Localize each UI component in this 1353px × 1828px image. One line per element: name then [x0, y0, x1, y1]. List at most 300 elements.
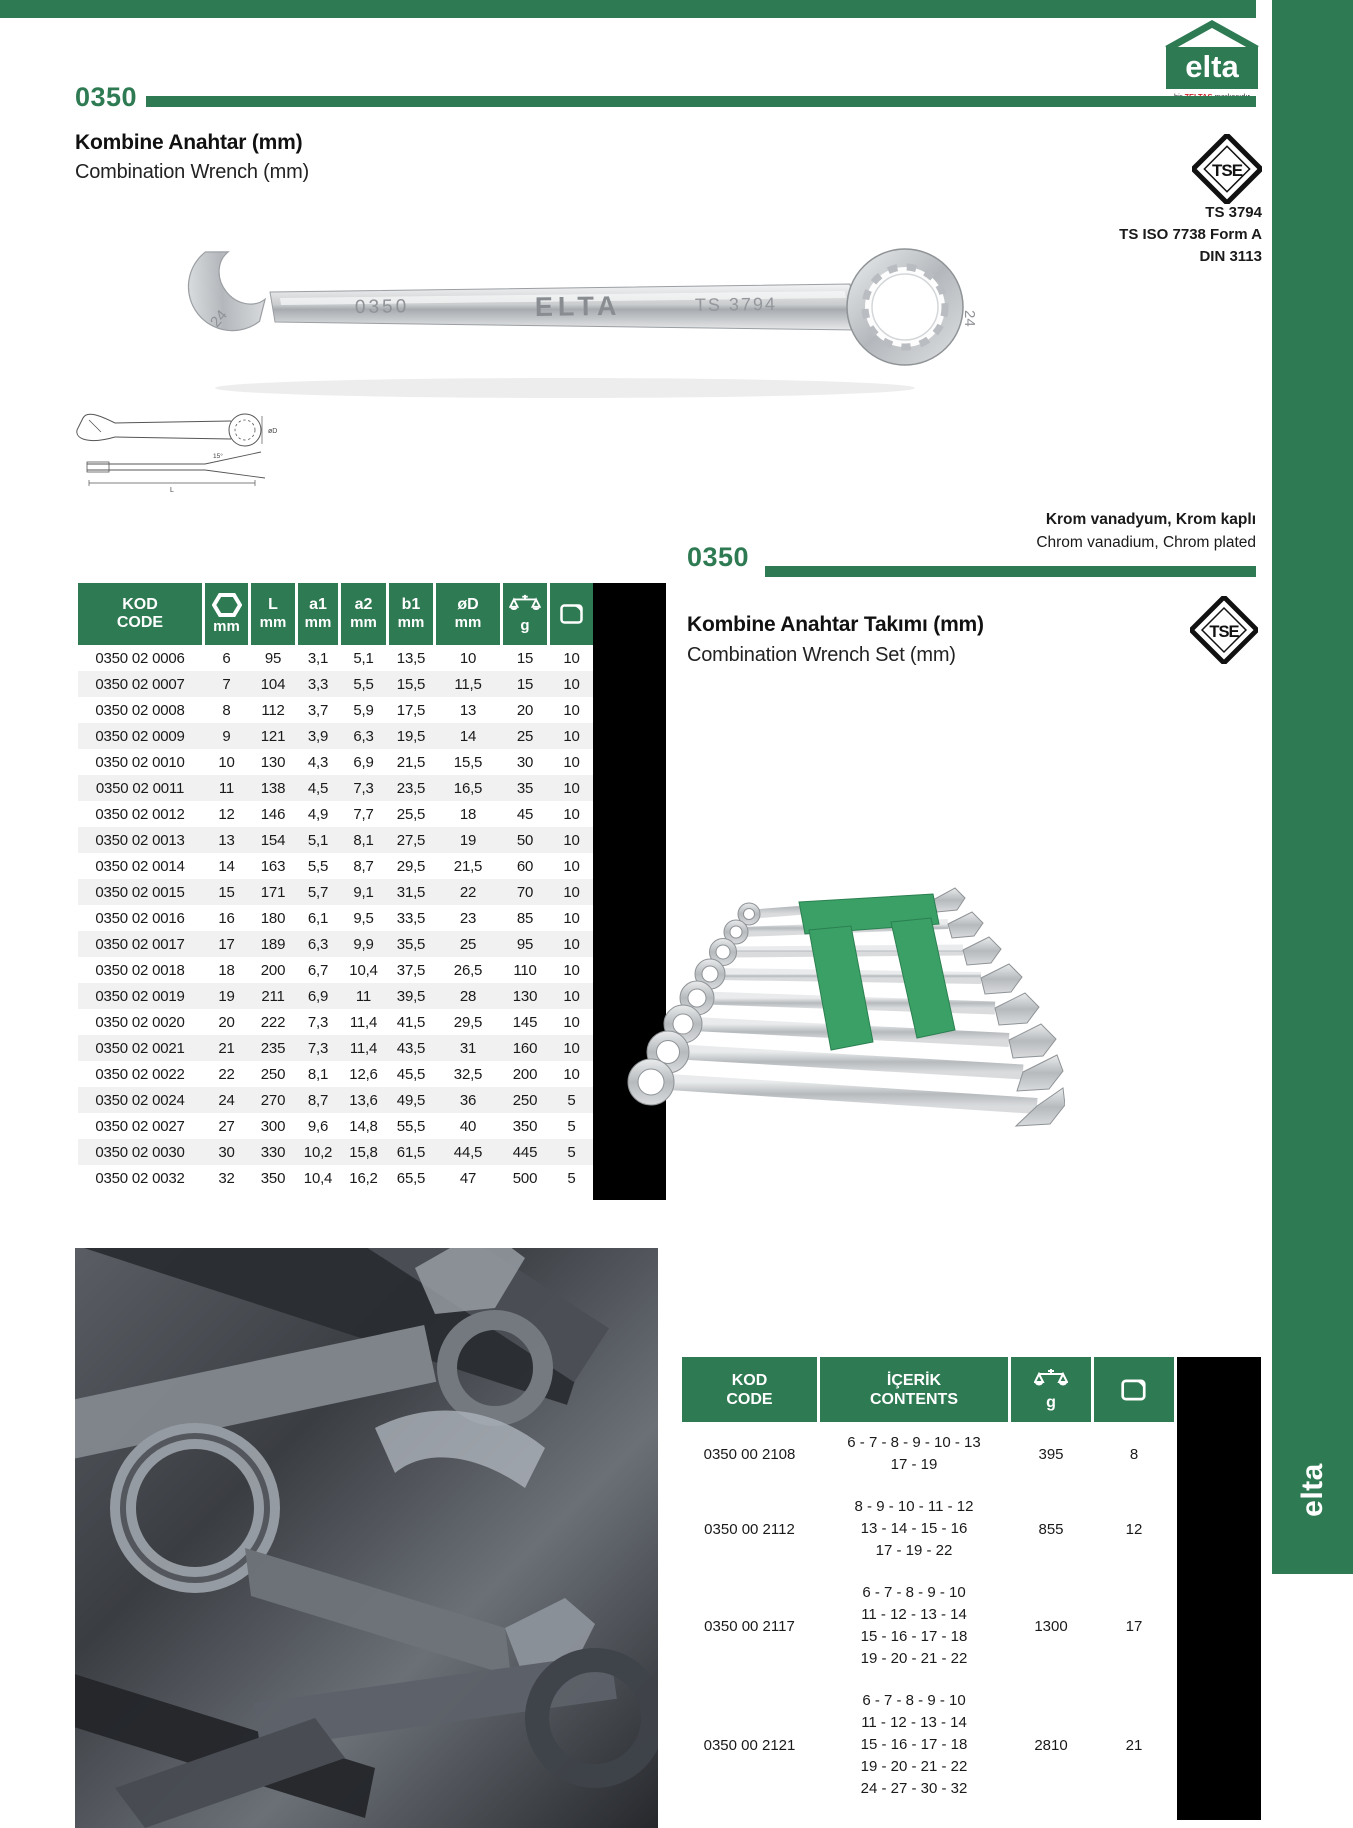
table-cell: 16: [218, 909, 235, 927]
table-cell: 20: [516, 701, 534, 719]
table-cell: 18: [459, 805, 477, 823]
table-cell: 270: [260, 1091, 286, 1109]
table-cell: 250: [260, 1065, 286, 1083]
table-cell: 37,5: [396, 961, 426, 979]
section1-title-en: Combination Wrench (mm): [75, 161, 309, 183]
set-weight-cell: 1300: [1034, 1617, 1068, 1635]
table-cell: 5: [567, 1091, 576, 1109]
contents-line: 19 - 20 - 21 - 22: [860, 1758, 968, 1775]
set-contents-cell: [820, 1432, 1008, 1476]
contents-line: 11 - 12 - 13 - 14: [861, 1714, 967, 1731]
table-cell: 10,2: [303, 1143, 333, 1161]
table-cell: 9,5: [353, 909, 374, 927]
table-cell: 104: [260, 675, 286, 693]
table-cell: 33,5: [396, 909, 426, 927]
set-contents-cell: [820, 1496, 1008, 1562]
table-cell: 10: [563, 909, 580, 927]
table-cell: 15,5: [396, 675, 426, 693]
set-table: [682, 1357, 1174, 1810]
table-cell: 10: [563, 935, 580, 953]
table-cell: 44,5: [453, 1143, 483, 1161]
table-cell: 22: [218, 1065, 235, 1083]
table-cell: 112: [261, 701, 285, 719]
table-cell: 3,3: [307, 675, 329, 693]
table-cell: 222: [260, 1013, 286, 1031]
table-cell: 300: [260, 1117, 286, 1135]
table-cell: 5,1: [353, 649, 374, 667]
table-cell: 0350 02 0032: [95, 1169, 185, 1187]
header-weight: g: [503, 583, 547, 645]
table-cell: 250: [512, 1091, 538, 1109]
table-cell: 146: [260, 805, 286, 823]
table-cell: 95: [264, 649, 282, 667]
table-cell: 160: [512, 1039, 538, 1057]
table-cell: 0350 02 0014: [95, 857, 185, 875]
table-cell: 9,1: [353, 883, 374, 901]
table-row: [78, 1139, 593, 1165]
table-row: [78, 905, 593, 931]
table-cell: 0350 02 0008: [95, 701, 185, 719]
table-cell: 21,5: [453, 857, 483, 875]
table-cell: 30: [516, 753, 534, 771]
table-row: [78, 671, 593, 697]
table-cell: 50: [516, 831, 534, 849]
contents-line: 6 - 7 - 8 - 9 - 10 - 13: [847, 1434, 981, 1451]
scale-icon: [509, 593, 541, 617]
table-cell: 0350 02 0016: [95, 909, 185, 927]
redaction-block-2: [1177, 1357, 1261, 1820]
table-cell: 0350 02 0019: [95, 987, 185, 1005]
header-kod: KOD: [122, 596, 158, 613]
tse-mark-icon: [1192, 134, 1262, 204]
set-table-header: [682, 1357, 1174, 1422]
svg-text:24: 24: [961, 310, 978, 327]
right-accent-bar: [1272, 0, 1353, 1574]
set-qty-cell: 21: [1125, 1736, 1143, 1754]
set-code-cell: 0350 00 2117: [704, 1617, 795, 1635]
header-length: L mm: [251, 583, 295, 645]
set-code-cell: 0350 00 2121: [703, 1736, 796, 1754]
svg-text:15°: 15°: [213, 453, 223, 460]
table-cell: 9,9: [353, 935, 374, 953]
table-cell: 60: [516, 857, 534, 875]
table-cell: 5: [567, 1117, 576, 1135]
contents-line: 19 - 20 - 21 - 22: [860, 1650, 968, 1667]
table-cell: 35,5: [396, 935, 426, 953]
svg-text:TSE: TSE: [1211, 161, 1243, 180]
set-contents-cell: [820, 1690, 1008, 1800]
table-row: [78, 827, 593, 853]
table-cell: 10: [563, 779, 580, 797]
table-cell: 85: [516, 909, 534, 927]
table-cell: 11,4: [349, 1039, 378, 1057]
table-cell: 0350 02 0011: [95, 779, 185, 797]
table-cell: 8: [222, 701, 231, 719]
table-cell: 0350 02 0015: [95, 883, 185, 901]
table-cell: 19: [459, 831, 477, 849]
table-cell: 10: [563, 753, 580, 771]
table-cell: 10,4: [303, 1169, 333, 1187]
table-cell: 130: [260, 753, 286, 771]
table-row: [78, 801, 593, 827]
table-cell: 7,7: [353, 805, 374, 823]
table-cell: 189: [260, 935, 286, 953]
header-hex-size: mm: [205, 583, 248, 645]
table-cell: 55,5: [396, 1117, 426, 1135]
table-cell: 10: [563, 649, 580, 667]
table-cell: 10: [563, 1039, 580, 1057]
table-cell: 17: [218, 935, 235, 953]
svg-text:24: 24: [207, 306, 231, 331]
header-package: [1094, 1357, 1174, 1422]
standard-line: DIN 3113: [1199, 248, 1262, 265]
svg-text:TS 3794: TS 3794: [694, 293, 778, 315]
table-cell: 12,6: [349, 1065, 378, 1083]
table-cell: 16,5: [453, 779, 483, 797]
header-kod-code: KOD CODE: [682, 1357, 817, 1422]
table-cell: 3,1: [307, 649, 329, 667]
table-cell: 23: [459, 909, 477, 927]
tse-mark-icon: [1190, 596, 1258, 664]
sidebar-brand: [1272, 1420, 1353, 1560]
table-row: [78, 749, 593, 775]
spec-table-body: [78, 645, 593, 1191]
table-cell: 70: [516, 883, 534, 901]
table-cell: 13: [218, 831, 235, 849]
table-cell: 7,3: [307, 1013, 329, 1031]
sidebar-brand-text: elta: [1295, 1463, 1329, 1517]
table-cell: 330: [260, 1143, 286, 1161]
table-cell: 15: [516, 675, 534, 693]
header-code: CODE: [116, 614, 164, 631]
table-cell: 10: [563, 727, 580, 745]
table-cell: 14,8: [349, 1117, 378, 1135]
table-cell: 10: [563, 1065, 580, 1083]
header-a1: a1 mm: [298, 583, 338, 645]
table-row: [78, 723, 593, 749]
table-cell: 27,5: [396, 831, 426, 849]
table-cell: 10: [218, 753, 235, 771]
contents-line: 17 - 19: [890, 1456, 938, 1473]
table-cell: 5,7: [307, 883, 329, 901]
table-cell: 211: [261, 987, 285, 1005]
table-cell: 10: [563, 805, 580, 823]
table-cell: 6,9: [353, 753, 374, 771]
table-cell: 10: [563, 675, 580, 693]
table-cell: 0350 02 0017: [95, 935, 185, 953]
table-row: [78, 931, 593, 957]
table-cell: 47: [459, 1169, 477, 1187]
table-row: [78, 983, 593, 1009]
table-cell: 5: [567, 1169, 576, 1187]
set-qty-cell: 12: [1125, 1520, 1143, 1538]
table-cell: 25: [459, 935, 477, 953]
table-cell: 163: [260, 857, 286, 875]
table-cell: 15,8: [349, 1143, 378, 1161]
header-b1: b1 mm: [389, 583, 433, 645]
table-cell: 4,9: [307, 805, 329, 823]
table-row: [78, 957, 593, 983]
table-cell: 21,5: [396, 753, 426, 771]
table-cell: 154: [260, 831, 286, 849]
package-box-icon: [559, 602, 585, 626]
table-cell: 10: [563, 701, 580, 719]
table-cell: 45,5: [396, 1065, 426, 1083]
set-qty-cell: 17: [1125, 1617, 1143, 1635]
contents-line: 17 - 19 - 22: [875, 1542, 953, 1559]
table-cell: 0350 02 0007: [95, 675, 185, 693]
table-cell: 95: [516, 935, 534, 953]
table-cell: 13: [459, 701, 477, 719]
table-cell: 36: [459, 1091, 477, 1109]
table-cell: 9,6: [307, 1117, 329, 1135]
table-cell: 35: [516, 779, 534, 797]
table-cell: 4,5: [307, 779, 329, 797]
table-cell: 0350 02 0027: [95, 1117, 185, 1135]
table-cell: 6,7: [307, 961, 329, 979]
table-cell: 0350 02 0006: [95, 649, 185, 667]
table-cell: 10: [563, 883, 580, 901]
table-cell: 32,5: [453, 1065, 483, 1083]
table-cell: 500: [512, 1169, 538, 1187]
set-qty-cell: 8: [1129, 1445, 1139, 1463]
table-cell: 16,2: [349, 1169, 378, 1187]
table-cell: 7: [222, 675, 231, 693]
table-row: [78, 1061, 593, 1087]
table-cell: 445: [512, 1143, 538, 1161]
table-cell: 10: [563, 1013, 580, 1031]
table-cell: 25,5: [396, 805, 426, 823]
photo-wrench-pile: [75, 1248, 658, 1828]
standard-line: TS ISO 7738 Form A: [1119, 226, 1262, 243]
logo-text: elta: [1185, 49, 1239, 84]
set-code-cell: 0350 00 2112: [704, 1520, 795, 1538]
table-cell: 29,5: [396, 857, 426, 875]
contents-line: 24 - 27 - 30 - 32: [860, 1780, 968, 1797]
table-cell: 11: [218, 779, 235, 797]
table-row: [682, 1486, 1174, 1572]
spec-table: [78, 583, 593, 1191]
table-row: [78, 1035, 593, 1061]
table-cell: 28: [459, 987, 477, 1005]
table-row: [78, 879, 593, 905]
table-cell: 0350 02 0010: [95, 753, 185, 771]
header-a2: a2 mm: [341, 583, 386, 645]
table-cell: 10: [563, 857, 580, 875]
table-cell: 13,5: [396, 649, 426, 667]
table-cell: 11,5: [454, 675, 482, 693]
table-cell: 180: [260, 909, 286, 927]
table-cell: 5,9: [353, 701, 374, 719]
set-weight-cell: 2810: [1034, 1736, 1068, 1754]
table-cell: 350: [512, 1117, 538, 1135]
table-cell: 0350 02 0021: [95, 1039, 185, 1057]
table-cell: 6,3: [353, 727, 374, 745]
package-box-icon: [1120, 1377, 1148, 1403]
table-cell: 200: [260, 961, 286, 979]
table-row: [78, 645, 593, 671]
table-cell: 21: [218, 1039, 235, 1057]
table-cell: 10: [563, 831, 580, 849]
table-cell: 10: [563, 987, 580, 1005]
table-cell: 15: [218, 883, 235, 901]
svg-text:TSE: TSE: [1209, 622, 1239, 641]
table-cell: 350: [260, 1169, 286, 1187]
table-cell: 130: [512, 987, 538, 1005]
table-cell: 30: [218, 1143, 235, 1161]
section1-rule: [146, 96, 1256, 107]
table-cell: 7,3: [353, 779, 374, 797]
table-cell: 19,5: [396, 727, 426, 745]
material-note: [886, 508, 1256, 554]
section1-code: 0350: [75, 82, 138, 112]
table-cell: 171: [260, 883, 286, 901]
table-cell: 145: [512, 1013, 538, 1031]
section2-title-tr: Kombine Anahtar Takımı (mm): [687, 613, 984, 636]
set-code-cell: 0350 00 2108: [703, 1445, 796, 1463]
table-cell: 45: [516, 805, 534, 823]
table-cell: 6,9: [307, 987, 329, 1005]
table-cell: 110: [513, 961, 537, 979]
table-cell: 32: [218, 1169, 235, 1187]
section2-rule: [765, 566, 1256, 577]
header-od: øD mm: [436, 583, 500, 645]
table-cell: 0350 02 0013: [95, 831, 185, 849]
material-tr: Krom vanadyum, Krom kaplı: [1045, 511, 1256, 528]
table-cell: 235: [260, 1039, 286, 1057]
contents-line: 6 - 7 - 8 - 9 - 10: [862, 1692, 966, 1709]
table-cell: 0350 02 0020: [95, 1013, 185, 1031]
table-cell: 17,5: [396, 701, 426, 719]
table-cell: 0350 02 0009: [95, 727, 185, 745]
hex-nut-icon: [212, 592, 242, 618]
spec-table-header: [78, 583, 593, 645]
table-cell: 6,3: [307, 935, 329, 953]
svg-text:øD: øD: [268, 428, 278, 435]
table-cell: 10: [563, 961, 580, 979]
table-row: [78, 853, 593, 879]
set-weight-cell: 855: [1038, 1520, 1064, 1538]
table-cell: 121: [260, 727, 286, 745]
table-cell: 5,5: [307, 857, 329, 875]
table-cell: 0350 02 0018: [95, 961, 185, 979]
table-cell: 20: [218, 1013, 235, 1031]
table-cell: 9: [222, 727, 231, 745]
section2-title-en: Combination Wrench Set (mm): [687, 644, 956, 666]
table-cell: 6,1: [307, 909, 329, 927]
table-cell: 11: [355, 987, 372, 1005]
table-cell: 61,5: [396, 1143, 426, 1161]
table-cell: 18: [218, 961, 235, 979]
logo-roof-icon: [1163, 20, 1261, 50]
svg-text:ELTA: ELTA: [534, 290, 622, 322]
table-cell: 14: [459, 727, 477, 745]
contents-line: 11 - 12 - 13 - 14: [861, 1606, 967, 1623]
logo-box: [1166, 47, 1258, 89]
table-cell: 31: [459, 1039, 477, 1057]
table-cell: 200: [512, 1065, 538, 1083]
header-kod-code: [78, 583, 202, 645]
table-row: [78, 775, 593, 801]
svg-text:L: L: [170, 487, 174, 494]
table-cell: 40: [459, 1117, 477, 1135]
table-cell: 5: [567, 1143, 576, 1161]
table-cell: 8,1: [353, 831, 374, 849]
elta-logo: [1163, 20, 1261, 104]
header-package: [550, 583, 593, 645]
product-photo-wrench: [105, 210, 1015, 406]
contents-line: 6 - 7 - 8 - 9 - 10: [862, 1584, 966, 1601]
section1-title-tr: Kombine Anahtar (mm): [75, 131, 303, 154]
contents-line: 15 - 16 - 17 - 18: [860, 1628, 968, 1645]
table-cell: 13,6: [349, 1091, 378, 1109]
table-cell: 7,3: [307, 1039, 329, 1057]
table-cell: 15: [516, 649, 534, 667]
table-cell: 27: [218, 1117, 235, 1135]
table-row: [78, 1087, 593, 1113]
table-row: [78, 1113, 593, 1139]
table-cell: 31,5: [396, 883, 426, 901]
table-row: [682, 1572, 1174, 1680]
table-cell: 11,4: [349, 1013, 378, 1031]
table-cell: 41,5: [396, 1013, 426, 1031]
technical-drawing: [75, 408, 280, 496]
contents-line: 13 - 14 - 15 - 16: [860, 1520, 968, 1537]
table-cell: 65,5: [396, 1169, 426, 1187]
table-cell: 29,5: [453, 1013, 483, 1031]
table-cell: 8,7: [353, 857, 374, 875]
contents-line: 15 - 16 - 17 - 18: [860, 1736, 968, 1753]
table-cell: 15,5: [453, 753, 483, 771]
contents-line: 8 - 9 - 10 - 11 - 12: [854, 1498, 974, 1515]
table-cell: 10,4: [349, 961, 378, 979]
standards-list: [1022, 202, 1262, 268]
table-cell: 25: [516, 727, 534, 745]
table-cell: 0350 02 0022: [95, 1065, 185, 1083]
table-cell: 19: [218, 987, 235, 1005]
scale-icon: [1034, 1367, 1068, 1393]
table-cell: 8,7: [307, 1091, 329, 1109]
table-cell: 26,5: [453, 961, 483, 979]
table-row: [78, 1009, 593, 1035]
table-cell: 0350 02 0024: [95, 1091, 185, 1109]
table-row: [78, 697, 593, 723]
header-weight: g: [1011, 1357, 1091, 1422]
table-cell: 22: [459, 883, 477, 901]
table-cell: 0350 02 0012: [95, 805, 185, 823]
standard-line: TS 3794: [1205, 204, 1262, 221]
material-en: Chrom vanadium, Chrom plated: [1036, 534, 1256, 551]
product-photo-wrench-set: [603, 872, 1065, 1144]
table-cell: 3,9: [307, 727, 329, 745]
svg-text:0350: 0350: [354, 296, 410, 318]
table-cell: 43,5: [396, 1039, 426, 1057]
table-cell: 23,5: [396, 779, 426, 797]
table-cell: 5,1: [307, 831, 329, 849]
table-cell: 24: [218, 1091, 235, 1109]
section2-code: 0350: [687, 542, 750, 572]
table-cell: 14: [218, 857, 235, 875]
table-row: [78, 1165, 593, 1191]
table-cell: 5,5: [353, 675, 374, 693]
table-cell: 49,5: [396, 1091, 426, 1109]
table-cell: 6: [222, 649, 231, 667]
table-cell: 0350 02 0030: [95, 1143, 185, 1161]
top-accent-bar: [0, 0, 1256, 18]
table-cell: 8,1: [307, 1065, 329, 1083]
table-row: [682, 1680, 1174, 1810]
table-cell: 138: [260, 779, 286, 797]
